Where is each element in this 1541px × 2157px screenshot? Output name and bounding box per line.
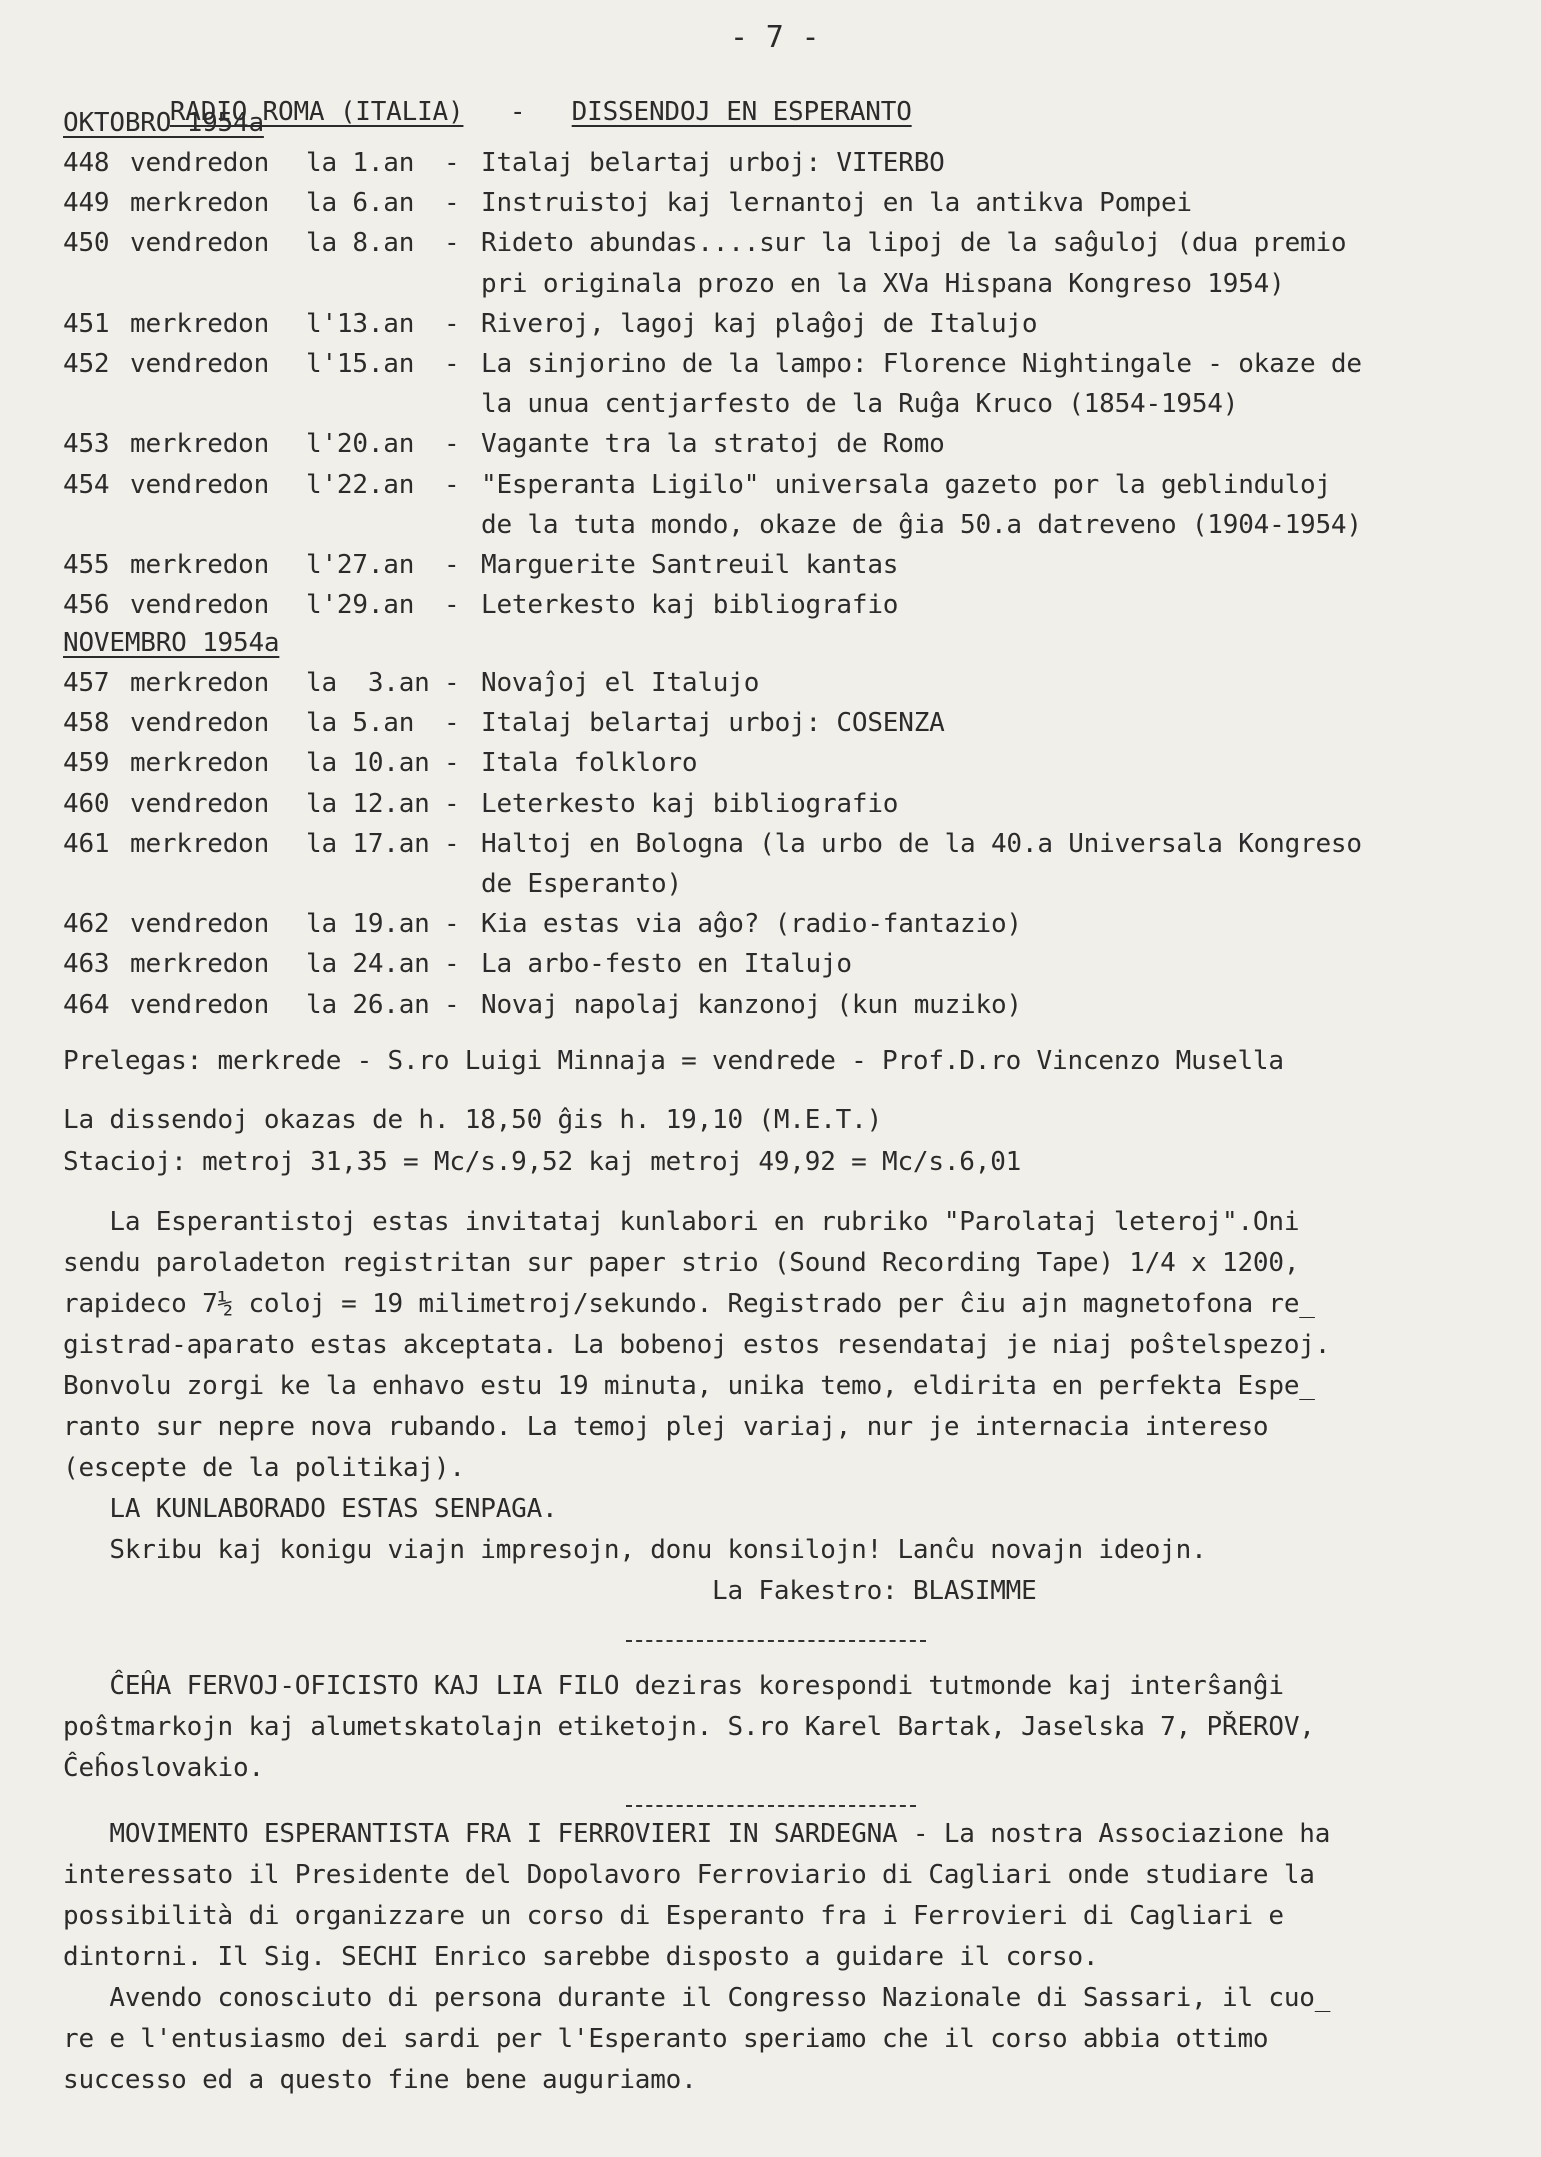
row-day: vendredon [130, 349, 270, 379]
row-date: la 10.an [306, 748, 430, 779]
row-number: 464 [63, 989, 110, 1020]
row-number: 456 [63, 590, 110, 621]
row-title: Marguerite Santreuil kantas [481, 550, 899, 580]
invitation-line: La Esperantistoj estas invitataj kunlabori en rubriko "Parolataj leteroj".Oni [63, 1207, 1300, 1237]
movimento-line: Avendo conosciuto di persona durante il Congresso Nazionale di Sassari, il cuo_ [63, 1983, 1331, 2013]
invitation-line: ranto sur nepre nova rubando. La temoj plej variaj, nur je internacia intereso [63, 1412, 1269, 1442]
row-dash: - [444, 429, 460, 460]
invitation-line: sendu paroladeton registritan sur paper strio (Sound Recording Tape) 1/4 x 1200, [63, 1248, 1300, 1278]
row-date: la 26.an [306, 989, 430, 1020]
row-day: vendredon [130, 469, 270, 500]
row-number: 449 [63, 188, 110, 219]
invitation-line: (escepte de la politikaj). [63, 1453, 465, 1483]
movimento-line: dintorni. Il Sig. SECHI Enrico sarebbe disposto a guidare il corso. [63, 1942, 1099, 1972]
row-day: merkredon [130, 429, 270, 460]
row-number: 455 [63, 550, 110, 580]
row-title: La arbo-festo en Italujo [481, 949, 852, 980]
row-dash: - [444, 550, 460, 580]
row-title: Itala folkloro [481, 748, 698, 779]
row-date: la 8.an [306, 228, 415, 259]
movimento-line: successo ed a questo fine bene auguriamo. [63, 2065, 697, 2095]
row-title: La sinjorino de la lampo: Florence Nightingale - okaze de [481, 349, 1362, 379]
invitation-line: gistrad-aparato estas akceptata. La bobenoj estos resendataj je niaj poŝtelspezoj. [63, 1330, 1331, 1360]
row-dash: - [444, 949, 460, 980]
row-number: 452 [63, 349, 110, 379]
movimento-line: interessato il Presidente del Dopolavoro Ferroviario di Cagliari onde studiare la [63, 1860, 1315, 1890]
row-dash: - [444, 308, 460, 339]
row-day: vendredon [130, 909, 270, 940]
row-dash: - [444, 668, 460, 698]
invitation-line: La Fakestro: BLASIMME [63, 1576, 1037, 1606]
row-dash: - [444, 349, 460, 379]
row-number: 451 [63, 308, 110, 339]
header-dash: - [509, 97, 526, 127]
row-dash: - [444, 148, 460, 178]
row-date: la 1.an [306, 148, 415, 178]
row-date: la 12.an [306, 788, 430, 819]
correspondence-line: Ĉeĥoslovakio. [63, 1753, 264, 1783]
row-date: la 3.an [306, 668, 430, 698]
row-dash: - [444, 708, 460, 739]
row-number: 448 [63, 148, 110, 178]
page-number: - 7 - [730, 20, 820, 55]
row-number: 458 [63, 708, 110, 739]
row-dash: - [444, 909, 460, 940]
row-dash: - [444, 748, 460, 779]
correspondence-line: ĈEĤA FERVOJ-OFICISTO KAJ LIA FILO deziras korespondi tutmonde kaj interŝanĝi [63, 1671, 1284, 1701]
header-station: RADIO ROMA (ITALIA) [169, 97, 464, 127]
row-title: Leterkesto kaj bibliografio [481, 590, 899, 621]
row-dash: - [444, 469, 460, 500]
header-title: DISSENDOJ EN ESPERANTO [571, 97, 912, 127]
row-date: la 5.an [306, 708, 415, 739]
movimento-line: re e l'entusiasmo dei sardi per l'Esperanto speriamo che il corso abbia ottimo [63, 2024, 1269, 2054]
row-day: vendredon [130, 788, 270, 819]
row-day: vendredon [130, 148, 270, 178]
row-dash: - [444, 989, 460, 1020]
row-number: 460 [63, 788, 110, 819]
correspondence-line: poŝtmarkojn kaj alumetskatolajn etiketojn. S.ro Karel Bartak, Jaselska 7, PŘEROV, [63, 1712, 1315, 1742]
broadcast-time: La dissendoj okazas de h. 18,50 ĝis h. 19,10 (M.E.T.) [63, 1105, 883, 1135]
row-number: 462 [63, 909, 110, 940]
month-heading-november: NOVEMBRO 1954a [63, 628, 280, 658]
row-date: l'27.an [306, 550, 415, 580]
movimento-line: possibilità di organizzare un corso di Esperanto fra i Ferrovieri di Cagliari e [63, 1901, 1284, 1931]
broadcast-stations: Stacioj: metroj 31,35 = Mc/s.9,52 kaj metroj 49,92 = Mc/s.6,01 [63, 1147, 1022, 1177]
row-day: vendredon [130, 590, 270, 621]
row-dash: - [444, 788, 460, 819]
row-number: 457 [63, 668, 110, 698]
row-title: Kia estas via aĝo? (radio-fantazio) [481, 909, 1022, 940]
row-date: la 6.an [306, 188, 415, 219]
row-day: merkredon [130, 308, 270, 339]
row-day: vendredon [130, 228, 270, 259]
separator-2 [626, 1805, 916, 1807]
row-title: Rideto abundas....sur la lipoj de la saĝuloj (dua premio [481, 228, 1347, 259]
row-dash: - [444, 228, 460, 259]
row-dash: - [444, 590, 460, 621]
row-day: merkredon [130, 828, 270, 859]
row-title-continued: de la tuta mondo, okaze de ĝia 50.a datreveno (1904-1954) [481, 509, 1362, 540]
row-title-continued: pri originala prozo en la XVa Hispana Kongreso 1954) [481, 268, 1285, 299]
row-date: la 24.an [306, 949, 430, 980]
row-title: Novaĵoj el Italujo [481, 668, 760, 698]
row-title: Instruistoj kaj lernantoj en la antikva Pompei [481, 188, 1192, 219]
row-day: merkredon [130, 188, 270, 219]
invitation-line: rapideco 7½ coloj = 19 milimetroj/sekundo. Registrado per ĉiu ajn magnetofona re_ [63, 1289, 1315, 1319]
row-date: l'22.an [306, 469, 415, 500]
invitation-line: Bonvolu zorgi ke la enhavo estu 19 minuta, unika temo, eldirita en perfekta Espe_ [63, 1371, 1315, 1401]
row-number: 450 [63, 228, 110, 259]
row-title-continued: de Esperanto) [481, 869, 682, 899]
row-date: l'15.an [306, 349, 415, 379]
row-title: Italaj belartaj urboj: COSENZA [481, 708, 945, 739]
row-number: 459 [63, 748, 110, 779]
row-title: Italaj belartaj urboj: VITERBO [481, 148, 945, 178]
row-date: l'20.an [306, 429, 415, 460]
row-day: merkredon [130, 668, 270, 698]
row-number: 453 [63, 429, 110, 460]
row-dash: - [444, 828, 460, 859]
row-date: la 17.an [306, 828, 430, 859]
row-date: l'13.an [306, 308, 415, 339]
invitation-line: Skribu kaj konigu viajn impresojn, donu konsilojn! Lanĉu novajn ideojn. [63, 1535, 1207, 1565]
row-number: 454 [63, 469, 110, 500]
row-day: merkredon [130, 748, 270, 779]
separator-1 [626, 1640, 926, 1642]
row-dash: - [444, 188, 460, 219]
row-day: vendredon [130, 989, 270, 1020]
row-title: Novaj napolaj kanzonoj (kun muziko) [481, 989, 1022, 1020]
row-day: merkredon [130, 949, 270, 980]
row-title-continued: la unua centjarfesto de la Ruĝa Kruco (1854-1954) [481, 389, 1239, 420]
row-number: 463 [63, 949, 110, 980]
speakers-line: Prelegas: merkrede - S.ro Luigi Minnaja = vendrede - Prof.D.ro Vincenzo Musella [63, 1046, 1284, 1076]
row-day: merkredon [130, 550, 270, 580]
row-date: la 19.an [306, 909, 430, 940]
row-title: Vagante tra la stratoj de Romo [481, 429, 945, 460]
row-title: Haltoj en Bologna (la urbo de la 40.a Universala Kongreso [481, 828, 1362, 859]
row-title: "Esperanta Ligilo" universala gazeto por la geblinduloj [481, 469, 1331, 500]
row-day: vendredon [130, 708, 270, 739]
row-date: l'29.an [306, 590, 415, 621]
movimento-line: MOVIMENTO ESPERANTISTA FRA I FERROVIERI IN SARDEGNA - La nostra Associazione ha [63, 1819, 1331, 1849]
month-heading-october: OKTOBRO 1954a [63, 108, 264, 138]
row-number: 461 [63, 828, 110, 859]
row-title: Riveroj, lagoj kaj plaĝoj de Italujo [481, 308, 1038, 339]
invitation-line: LA KUNLABORADO ESTAS SENPAGA. [63, 1494, 558, 1524]
row-title: Leterkesto kaj bibliografio [481, 788, 899, 819]
